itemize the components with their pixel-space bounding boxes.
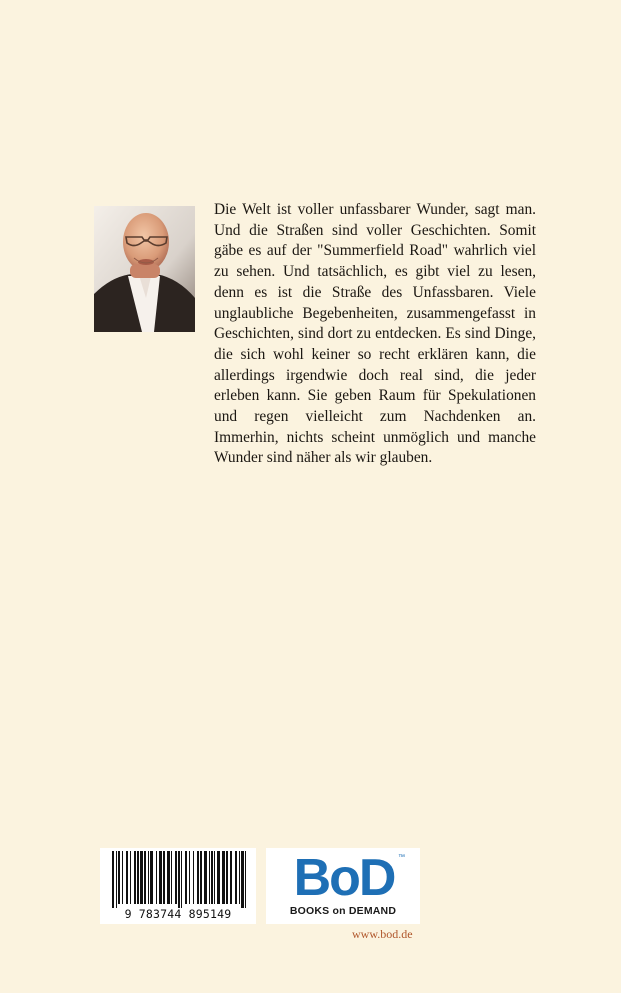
barcode-bar [148, 851, 149, 904]
barcode-bar [226, 851, 228, 904]
barcode-bar [126, 851, 128, 904]
bod-logo: BoD [293, 849, 395, 907]
barcode-bar [185, 851, 187, 904]
barcode-bar [156, 851, 157, 904]
barcode-bar [140, 851, 143, 904]
barcode-bar [159, 851, 162, 904]
publisher-logo-box [266, 848, 420, 924]
barcode-bar [245, 851, 246, 908]
barcode-bar [178, 851, 180, 908]
barcode-bar [167, 851, 170, 904]
barcode-bar [211, 851, 213, 904]
isbn-barcode [100, 848, 256, 924]
barcode-bar [235, 851, 237, 904]
barcode-bar [200, 851, 202, 904]
publisher-tagline: BOOKS on DEMAND [289, 905, 397, 917]
barcode-bar [241, 851, 244, 908]
barcode-bar [144, 851, 146, 904]
barcode-bar [112, 851, 114, 908]
barcode-bar [222, 851, 225, 904]
barcode-bar [134, 851, 136, 904]
barcode-bar [171, 851, 172, 904]
barcode-bar [150, 851, 153, 904]
barcode-bar [181, 851, 182, 908]
barcode-bar [214, 851, 215, 904]
barcode-bar [204, 851, 207, 904]
barcode-bar [116, 851, 117, 908]
barcode-bars [100, 848, 256, 908]
barcode-bar [193, 851, 194, 904]
barcode-bar [163, 851, 165, 904]
barcode-bar [209, 851, 210, 904]
trademark-mark: ™ [398, 854, 405, 861]
isbn-number: 9 783744 895149 [124, 907, 232, 921]
author-portrait-image [94, 206, 195, 332]
barcode-bar [122, 851, 123, 904]
barcode-bar [217, 851, 220, 904]
barcode-bar [175, 851, 177, 904]
barcode-bar [118, 851, 120, 904]
barcode-bar [230, 851, 232, 904]
barcode-bar [239, 851, 240, 904]
author-photo [94, 206, 195, 332]
blurb-text: Die Welt ist voller unfassbarer Wunder, sagt man. Und die Straßen sind voller Geschichten. Somit gäbe es auf der "Summerfield Road" wahrlich viel zu sehen. Und tatsächlich, es gibt viel zu lesen, denn es ist die Straße des Unfassbaren. Viele unglaubliche Begebenheiten, zusammengefasst in Geschichten, sind dort zu entdecken. Es sind Dinge, die sich wohl keiner so recht erklären kann, die allerdings irgendwie doch real sind, die jeder erleben kann. Sie geben Raum für Spekulationen und regen vielleicht zum Nachdenken an. Immerhin, nichts scheint unmöglich und manche Wunder sind näher als wir glauben. [214, 201, 536, 467]
barcode-bar [189, 851, 190, 904]
barcode-bar [197, 851, 199, 904]
barcode-bar [130, 851, 131, 904]
barcode-bar [137, 851, 139, 904]
publisher-url: www.bod.de [352, 927, 413, 941]
